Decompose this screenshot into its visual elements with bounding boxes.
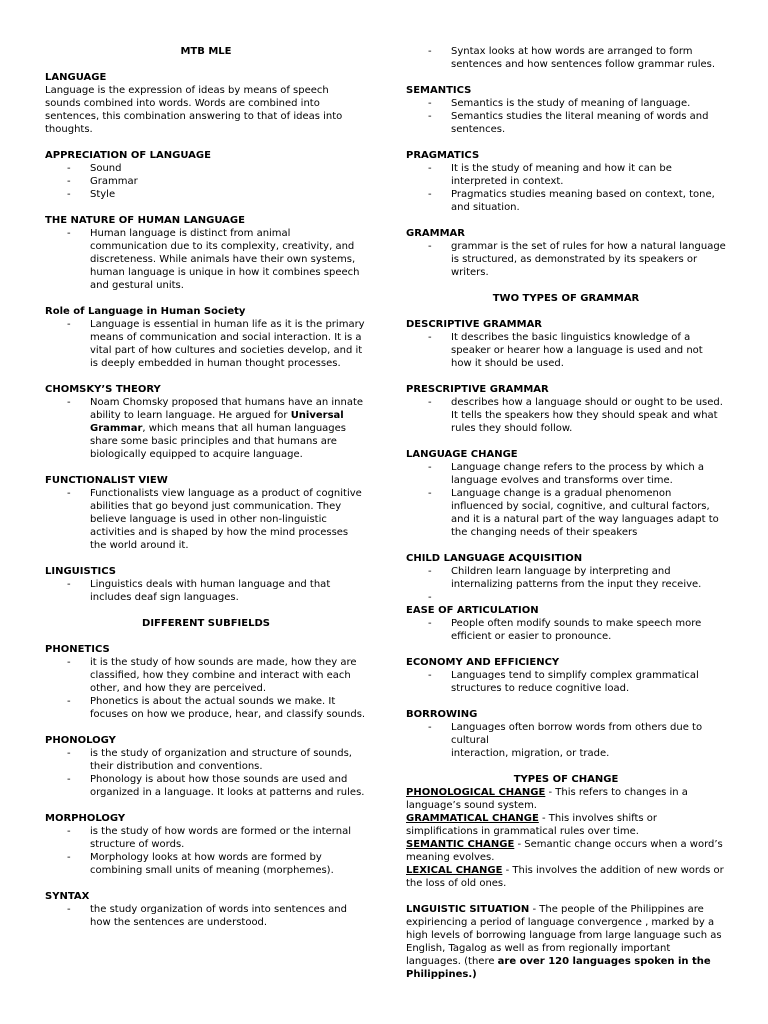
pragmatics-list <box>406 162 726 214</box>
appreciation-heading: APPRECIATION OF LANGUAGE <box>45 150 211 161</box>
list-item: - Phonology is about how those sounds are used and organized in a language. It looks at patterns and rules. <box>45 773 367 799</box>
situation-text: - The people of the Philippines are expiriencing a period of language convergence , marked by a high levels of borrowing language from large language such as English, Tagalog as well as from regionally important languages. (there <box>406 904 722 967</box>
child-acquisition-heading: CHILD LANGUAGE ACQUISITION <box>406 553 583 564</box>
nature-heading: THE NATURE OF HUMAN LANGUAGE <box>45 215 245 226</box>
chomsky-list <box>45 396 367 461</box>
phonetics-list <box>45 656 367 721</box>
functionalist-list <box>45 487 367 552</box>
left-column <box>45 45 367 929</box>
list-item: - is the study of organization and structure of sounds, their distribution and conventions. <box>45 747 367 773</box>
syntax-list <box>45 903 367 929</box>
type-entry <box>406 864 726 890</box>
semantics-heading: SEMANTICS <box>406 85 472 96</box>
type-desc: - This refers to changes in a language’s sound system. <box>406 787 688 811</box>
role-heading: Role of Language in Human Society <box>45 306 246 317</box>
list-item: - Grammar <box>45 175 367 188</box>
type-entry <box>406 786 726 812</box>
semantics-list <box>406 97 726 136</box>
list-item: - Language change is a gradual phenomenon influenced by social, cognitive, and cultural factors, and it is a natural part of the way languages adapt to the changing needs of their speakers <box>406 487 726 539</box>
syntax-heading: SYNTAX <box>45 891 90 902</box>
child-acquisition-list <box>406 565 726 604</box>
grammar-heading: GRAMMAR <box>406 228 465 239</box>
type-entry <box>406 838 726 864</box>
prescriptive-list <box>406 396 726 435</box>
prescriptive-heading: PRESCRIPTIVE GRAMMAR <box>406 384 549 395</box>
language-change-heading: LANGUAGE CHANGE <box>406 449 518 460</box>
list-item: - Pragmatics studies meaning based on context, tone, and situation. <box>406 188 726 214</box>
situation-bold: are over 120 languages spoken in the Philippines.) <box>406 956 711 980</box>
list-item: - Syntax looks at how words are arranged to form sentences and how sentences follow grammar rules. <box>406 45 726 71</box>
list-item <box>406 591 726 604</box>
type-term: PHONOLOGICAL CHANGE <box>406 787 546 798</box>
list-item: - Functionalists view language as a product of cognitive abilities that go beyond just communication. They believe language is used in other non-linguistic activities and is shaped by how the mind processes the world around it. <box>45 487 367 552</box>
type-term: LEXICAL CHANGE <box>406 865 503 876</box>
economy-heading: ECONOMY AND EFFICIENCY <box>406 657 560 668</box>
phonetics-heading: PHONETICS <box>45 644 110 655</box>
list-item: - Sound <box>45 162 367 175</box>
list-item: - Languages tend to simplify complex grammatical structures to reduce cognitive load. <box>406 669 726 695</box>
economy-list <box>406 669 726 695</box>
list-item: - grammar is the set of rules for how a natural language is structured, as demonstrated by its speakers or writers. <box>406 240 726 279</box>
type-desc: - Semantic change occurs when a word’s meaning evolves. <box>406 839 723 863</box>
chomsky-text-post: , which means that all human languages share some basic principles and that humans are biologically equipped to acquire language. <box>90 423 347 460</box>
list-item: - the study organization of words into sentences and how the sentences are understood. <box>45 903 367 929</box>
ease-heading: EASE OF ARTICULATION <box>406 605 539 616</box>
list-item: - It is the study of meaning and how it can be interpreted in context. <box>406 162 726 188</box>
chomsky-heading: CHOMSKY’S THEORY <box>45 384 161 395</box>
universal-grammar-term: Universal Grammar <box>90 410 344 434</box>
chomsky-text-pre: Noam Chomsky proposed that humans have an innate ability to learn language. He argued for <box>90 397 364 421</box>
list-item: - People often modify sounds to make speech more efficient or easier to pronounce. <box>406 617 726 643</box>
descriptive-list <box>406 331 726 370</box>
list-item: - Semantics is the study of meaning of language. <box>406 97 726 110</box>
language-text: Language is the expression of ideas by means of speech sounds combined into words. Words are combined into sentences, this combination answering to that of ideas into thoughts. <box>45 85 343 135</box>
document-title: MTB MLE <box>180 46 232 57</box>
nature-list <box>45 227 367 292</box>
list-item: - Human language is distinct from animal communication due to its complexity, creativity, and discreteness. While animals have their own systems, human language is unique in how it combines speech and gestural units. <box>45 227 367 292</box>
descriptive-heading: DESCRIPTIVE GRAMMAR <box>406 319 543 330</box>
list-item: - Language is essential in human life as it is the primary means of communication and social interaction. It is a vital part of how cultures and societies develop, and it is deeply embedded in human thought processes. <box>45 318 367 370</box>
list-item: - Linguistics deals with human language and that includes deaf sign languages. <box>45 578 367 604</box>
type-term: SEMANTIC CHANGE <box>406 839 515 850</box>
types-of-change-title: TYPES OF CHANGE <box>513 774 619 785</box>
list-item: - Languages often borrow words from others due to cultural <box>406 721 726 747</box>
list-item: - Semantics studies the literal meaning of words and sentences. <box>406 110 726 136</box>
appreciation-list <box>45 162 367 201</box>
grammar-list <box>406 240 726 279</box>
list-item <box>45 396 367 461</box>
list-item: - it is the study of how sounds are made, how they are classified, how they combine and interact with each other, and how they are perceived. <box>45 656 367 695</box>
language-heading: LANGUAGE <box>45 72 107 83</box>
list-item: - describes how a language should or ought to be used. It tells the speakers how they should speak and what rules they should follow. <box>406 396 726 435</box>
pragmatics-heading: PRAGMATICS <box>406 150 480 161</box>
linguistics-heading: LINGUISTICS <box>45 566 116 577</box>
borrowing-continued: interaction, migration, or trade. <box>451 748 610 759</box>
phonology-heading: PHONOLOGY <box>45 735 116 746</box>
right-column <box>406 45 726 981</box>
list-item: - Style <box>45 188 367 201</box>
type-term: GRAMMATICAL CHANGE <box>406 813 539 824</box>
situation-term: LNGUISTIC SITUATION <box>406 904 530 915</box>
list-item: - It describes the basic linguistics knowledge of a speaker or hearer how a language is used and not how it should be used. <box>406 331 726 370</box>
syntax-continued-list <box>406 45 726 71</box>
subfields-title: DIFFERENT SUBFIELDS <box>142 618 270 629</box>
list-item: - Language change refers to the process by which a language evolves and transforms over time. <box>406 461 726 487</box>
role-list <box>45 318 367 370</box>
morphology-heading: MORPHOLOGY <box>45 813 126 824</box>
list-item: - is the study of how words are formed or the internal structure of words. <box>45 825 367 851</box>
list-item: - Morphology looks at how words are formed by combining small units of meaning (morphemes). <box>45 851 367 877</box>
linguistic-situation <box>406 903 726 981</box>
type-desc: - This involves the addition of new words or the loss of old ones. <box>406 865 724 889</box>
functionalist-heading: FUNCTIONALIST VIEW <box>45 475 168 486</box>
ease-list <box>406 617 726 643</box>
list-item: - Phonetics is about the actual sounds we make. It focuses on how we produce, hear, and classify sounds. <box>45 695 367 721</box>
language-change-list <box>406 461 726 539</box>
two-types-title: TWO TYPES OF GRAMMAR <box>492 293 640 304</box>
list-item: - Children learn language by interpreting and internalizing patterns from the input they receive. <box>406 565 726 591</box>
borrowing-list <box>406 721 726 747</box>
type-desc: - This involves shifts or simplifications in grammatical rules over time. <box>406 813 658 837</box>
type-entry <box>406 812 726 838</box>
phonology-list <box>45 747 367 799</box>
borrowing-heading: BORROWING <box>406 709 478 720</box>
morphology-list <box>45 825 367 877</box>
linguistics-list <box>45 578 367 604</box>
